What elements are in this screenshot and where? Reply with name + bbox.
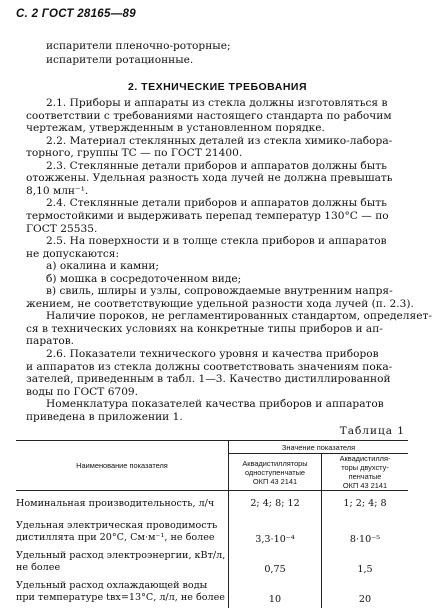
body-line: чертежам, утвержденным в установленном порядке. bbox=[26, 122, 325, 135]
body-line: отожжены. Удельная разность хода лучей не должна превышать bbox=[26, 172, 393, 185]
body-line: воды по ГОСТ 6709. bbox=[26, 385, 139, 398]
body-line: и аппаратов из стекла должны соответствовать значениям пока- bbox=[26, 360, 393, 373]
row-value-single: 10 bbox=[229, 578, 322, 608]
row-value-single: 2; 4; 8; 12 bbox=[229, 491, 322, 521]
body-line: соответствии с требованиями настоящего стандарта по рабочим bbox=[26, 109, 392, 122]
row-label: Номинальная производительность, л/ч bbox=[16, 498, 215, 509]
body-line: приведена в приложении 1. bbox=[26, 410, 183, 423]
table-caption: Таблица 1 bbox=[339, 425, 405, 437]
body-line: 2.3. Стеклянные детали приборов и аппаратов должны быть bbox=[46, 159, 387, 172]
body-line: ся в технических условиях на конкретные типы приборов и ап- bbox=[26, 322, 383, 335]
body-line: 2.5. На поверхности и в толще стекла приборов и аппаратов bbox=[46, 235, 387, 248]
body-line: 2.2. Материал стеклянных деталей из стекла химико-лабора- bbox=[46, 134, 393, 147]
row-label: Удельный расход электроэнергии, кВт/л, не более bbox=[16, 550, 226, 573]
row-value-single: 0,75 bbox=[229, 548, 322, 578]
body-line: торного, группы ТС — по ГОСТ 21400. bbox=[26, 147, 243, 160]
body-line: ГОСТ 25535. bbox=[26, 222, 98, 235]
body-line: а) окалина и камни; bbox=[46, 260, 159, 273]
body-line: б) мошка в сосредоточенном виде; bbox=[46, 272, 242, 285]
body-line: термостойкими и выдерживать перепад температур 130°С — по bbox=[26, 209, 389, 222]
body-line: 2.6. Показатели технического уровня и качества приборов bbox=[46, 348, 379, 360]
body-line: жением, не соответствующие удельной разности хода лучей (п. 2.3). bbox=[26, 297, 414, 310]
body-line: в) свиль, шлиры и узлы, сопровождаемые внутренним напря- bbox=[46, 285, 393, 298]
body-line: 2.4. Стеклянные детали приборов и аппаратов должны быть bbox=[46, 197, 387, 210]
column-header-group: Значение показателя bbox=[229, 441, 409, 454]
body-line: Номенклатура показателей качества приборов и аппаратов bbox=[46, 398, 384, 411]
row-label: Удельная электрическая проводимость дистиллята при 20°С, См·м⁻¹, не более bbox=[16, 520, 218, 543]
section-title: 2. ТЕХНИЧЕСКИЕ ТРЕБОВАНИЯ bbox=[127, 81, 308, 93]
table-row bbox=[16, 578, 408, 608]
body-line: зателей, приведенным в табл. 1—3. Качество дистиллированной bbox=[26, 373, 391, 386]
column-header-name: Наименование показателя bbox=[16, 441, 229, 491]
body-line: 8,10 млн⁻¹. bbox=[26, 184, 89, 197]
body-line: не допускаются: bbox=[26, 247, 120, 260]
indicators-table bbox=[16, 440, 408, 608]
table-row bbox=[16, 491, 408, 521]
row-value-single: 3,3·10⁻⁴ bbox=[229, 520, 322, 548]
row-label: Удельный расход охлаждающей воды при температуре tвх=13°С, л/л, не более bbox=[16, 580, 225, 603]
intro-line: испарители ротационные. bbox=[46, 54, 194, 66]
row-value-double: 1,5 bbox=[322, 548, 409, 578]
body-line: 2.1. Приборы и аппараты из стекла должны изготовляться в bbox=[46, 97, 388, 109]
row-value-double: 8·10⁻⁵ bbox=[322, 520, 409, 548]
column-header-single-stage: Аквадистилляторы одноступенчатые ОКП 43 2141 bbox=[229, 454, 322, 491]
row-value-double: 20 bbox=[322, 578, 409, 608]
intro-line: испарители пленочно-роторные; bbox=[46, 40, 231, 52]
body-line: паратов. bbox=[26, 335, 75, 348]
page-header: С. 2 ГОСТ 28165—89 bbox=[16, 8, 136, 20]
table-row bbox=[16, 548, 408, 578]
column-header-two-stage: Аквадистилля- торы двухсту- пенчатые ОКП 43 2141 bbox=[322, 454, 409, 491]
row-value-double: 1; 2; 4; 8 bbox=[322, 491, 409, 521]
table-row bbox=[16, 520, 408, 548]
body-line: Наличие пороков, не регламентированных стандартом, определяет- bbox=[46, 310, 432, 323]
